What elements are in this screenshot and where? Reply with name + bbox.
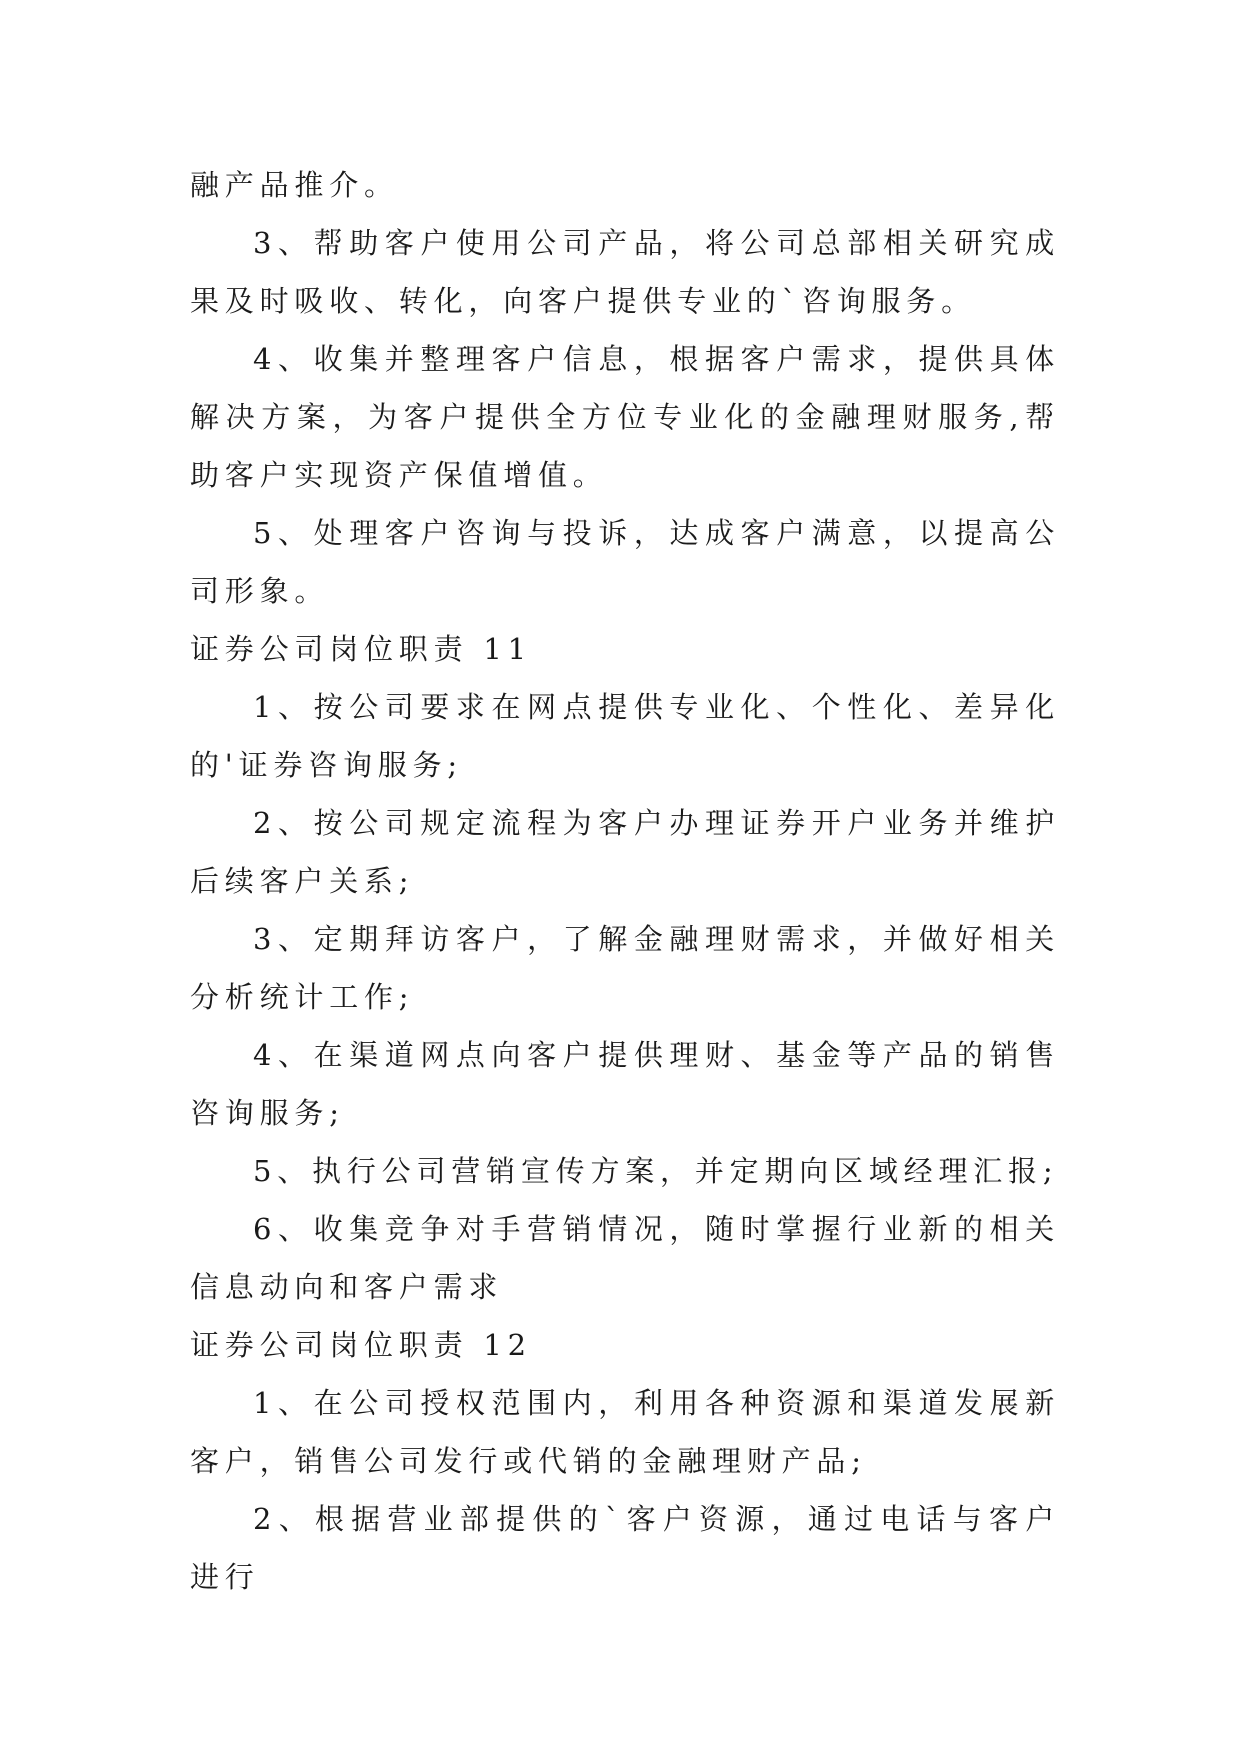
list-item: 2、按公司规定流程为客户办理证券开户业务并维护后续客户关系; [190, 806, 1060, 898]
paragraph: 融产品推介。 [190, 168, 399, 202]
list-item: 5、执行公司营销宣传方案，并定期向区域经理汇报; [253, 1154, 1059, 1188]
section-heading: 证券公司岗位职责 11 [190, 632, 532, 666]
list-item: 2、根据营业部提供的`客户资源，通过电话与客户进行 [190, 1502, 1060, 1594]
list-item: 6、收集竞争对手营销情况，随时掌握行业新的相关信息动向和客户需求 [190, 1212, 1060, 1304]
list-item: 1、在公司授权范围内，利用各种资源和渠道发展新客户，销售公司发行或代销的金融理财产品; [190, 1386, 1060, 1478]
list-item: 5、处理客户咨询与投诉，达成客户满意，以提高公司形象。 [190, 516, 1060, 608]
list-item: 4、收集并整理客户信息，根据客户需求，提供具体解决方案，为客户提供全方位专业化的金融理财服务,帮助客户实现资产保值增值。 [190, 342, 1060, 492]
list-item: 3、帮助客户使用公司产品，将公司总部相关研究成果及时吸收、转化，向客户提供专业的`咨询服务。 [190, 226, 1060, 318]
document-body [190, 156, 1060, 1606]
section-heading: 证券公司岗位职责 12 [190, 1328, 532, 1362]
list-item: 1、按公司要求在网点提供专业化、个性化、差异化的'证券咨询服务; [190, 690, 1060, 782]
list-item: 3、定期拜访客户，了解金融理财需求，并做好相关分析统计工作; [190, 922, 1060, 1014]
list-item: 4、在渠道网点向客户提供理财、基金等产品的销售咨询服务; [190, 1038, 1060, 1130]
